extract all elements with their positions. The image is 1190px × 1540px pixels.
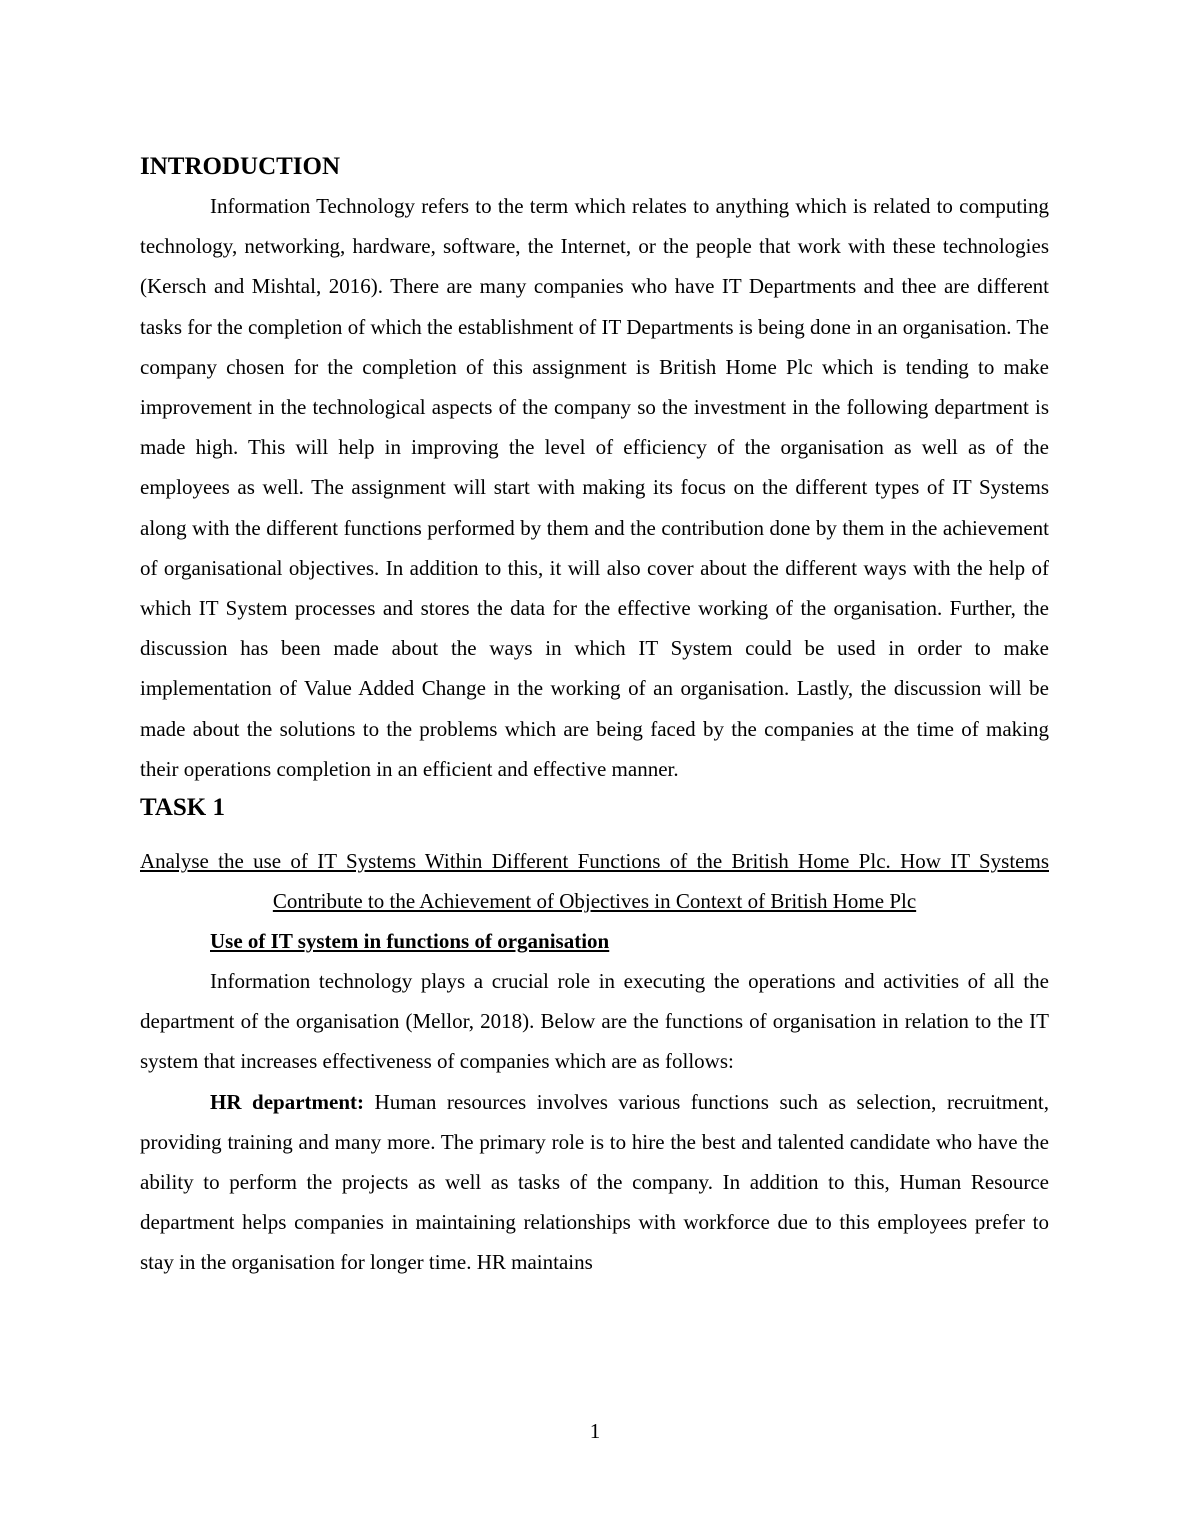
hr-department-paragraph bbox=[140, 1082, 1049, 1283]
page-number: 1 bbox=[589, 1419, 601, 1443]
page-content bbox=[140, 148, 1049, 1283]
task-1-title: Analyse the use of IT Systems Within Different Functions of the British Home Plc. How IT Systems Contribute to the Achievement of Objectives in Context of British Home Plc bbox=[140, 849, 1049, 914]
functions-paragraph: Information technology plays a crucial role in executing the operations and activities of all the department of the organisation (Mellor, 2018). Below are the functions of organisation in relation to the IT system that increases effectiveness of companies which are as follows: bbox=[140, 969, 1049, 1074]
section-subheading: Use of IT system in functions of organisation bbox=[210, 929, 610, 954]
hr-department-text: Human resources involves various functions such as selection, recruitment, providing training and many more. The primary role is to hire the best and talented candidate who have the ability to perform the projects as well as tasks of the company. In addition to this, Human Resource department helps companies in maintaining relationships with workforce due to this employees prefer to stay in the organisation for longer time. HR maintains bbox=[140, 1089, 1049, 1275]
task-1-heading: TASK 1 bbox=[140, 794, 225, 822]
hr-department-label: HR department: bbox=[210, 1089, 365, 1114]
introduction-paragraph: Information Technology refers to the term which relates to anything which is related to computing technology, networking, hardware, software, the Internet, or the people that work with these technologies (Kersch and Mishtal, 2016). There are many companies who have IT Departments and thee are different tasks for the completion of which the establishment of IT Departments is being done in an organisation. The company chosen for the completion of this assignment is British Home Plc which is tending to make improvement in the technological aspects of the company so the investment in the following department is made high. This will help in improving the level of efficiency of the organisation as well as of the employees as well. The assignment will start with making its focus on the different types of IT Systems along with the different functions performed by them and the contribution done by them in the achievement of organisational objectives. In addition to this, it will also cover about the different ways with the help of which IT System processes and stores the data for the effective working of the organisation. Further, the discussion has been made about the ways in which IT System could be used in order to make implementation of Value Added Change in the working of an organisation. Lastly, the discussion will be made about the solutions to the problems which are being faced by the companies at the time of making their operations completion in an efficient and effective manner. bbox=[140, 194, 1049, 781]
introduction-heading: INTRODUCTION bbox=[140, 153, 341, 180]
